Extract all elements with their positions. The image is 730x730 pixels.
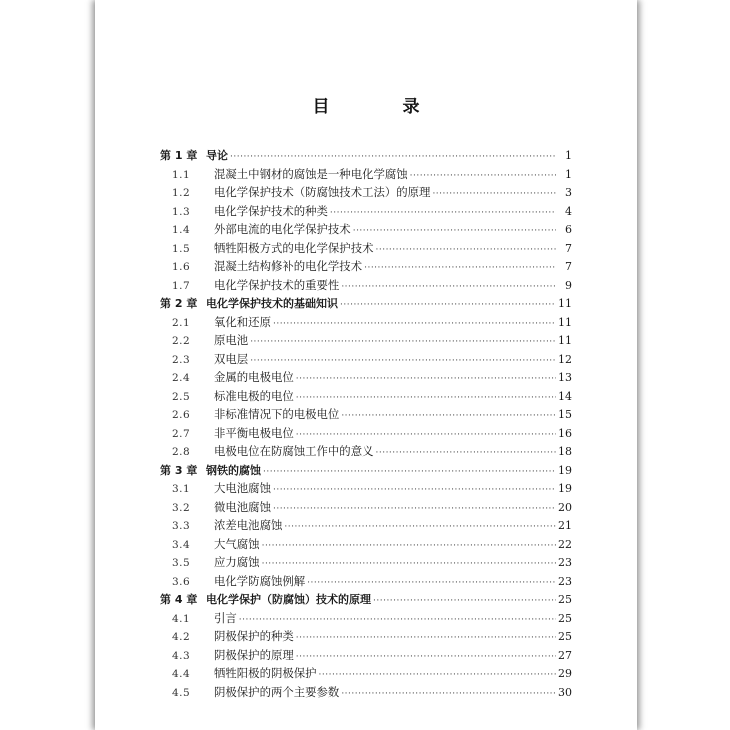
toc-entry-title: 电化学保护技术的重要性 — [214, 277, 340, 292]
toc-entry-title: 钢铁的腐蚀 — [206, 463, 261, 477]
toc-entry-title: 电化学保护技术的基础知识 — [206, 297, 338, 310]
toc-leader-dots — [273, 504, 556, 514]
toc-entry-title: 电极电位在防腐蚀工作中的意义 — [214, 444, 374, 458]
toc-entry-page: 27 — [558, 648, 572, 662]
toc-entry-page: 6 — [565, 223, 572, 236]
toc-leader-dots — [250, 337, 556, 347]
toc-entry-page: 21 — [558, 519, 572, 532]
toc-entry-page: 23 — [558, 556, 572, 569]
toc-entry-page: 11 — [558, 297, 572, 310]
toc-entry-number: 2.2 — [172, 335, 191, 347]
toc-section-entry — [160, 517, 572, 536]
toc-entry-title: 浓差电池腐蚀 — [214, 518, 283, 532]
toc-entry-number: 1.7 — [172, 279, 191, 292]
toc-entry-page: 19 — [558, 482, 572, 495]
toc-section-entry — [160, 480, 572, 499]
toc-entry-number: 1.2 — [172, 187, 191, 199]
toc-entry-page: 30 — [558, 685, 572, 699]
toc-leader-dots — [296, 633, 556, 643]
toc-section-entry — [160, 184, 572, 203]
toc-entry-number: 第 1 章 — [160, 149, 198, 162]
toc-entry-number: 2.5 — [172, 390, 191, 403]
toc-leader-dots — [284, 522, 556, 532]
toc-entry-title: 阴极保护的原理 — [214, 647, 294, 662]
toc-leader-dots — [273, 319, 556, 329]
toc-entry-number: 3.2 — [172, 501, 191, 514]
toc-entry-title: 外部电流的电化学保护技术 — [214, 222, 351, 236]
toc-leader-dots — [296, 374, 556, 384]
toc-entry-title: 金属的电极电位 — [214, 370, 294, 384]
toc-entry-page: 22 — [558, 537, 572, 551]
toc-entry-page: 1 — [565, 149, 572, 162]
toc-entry-page: 19 — [558, 463, 572, 477]
toc-entry-page: 20 — [558, 500, 572, 514]
toc-leader-dots — [296, 393, 556, 403]
toc-entry-number: 第 3 章 — [160, 463, 198, 477]
toc-entry-number: 4.4 — [172, 668, 191, 680]
toc-entry-page: 3 — [565, 186, 572, 199]
toc-entry-page: 11 — [558, 334, 572, 347]
toc-leader-dots — [239, 615, 556, 625]
toc-entry-title: 氧化和还原 — [214, 314, 271, 329]
toc-entry-title: 非平衡电极电位 — [214, 425, 294, 440]
toc-section-entry — [160, 647, 572, 666]
toc-section-entry — [160, 536, 572, 555]
toc-entry-number: 3.3 — [172, 520, 191, 532]
toc-entry-number: 2.8 — [172, 446, 191, 458]
toc-section-entry — [160, 573, 572, 592]
toc-entry-number: 1.1 — [172, 168, 191, 181]
toc-entry-title: 大电池腐蚀 — [214, 481, 271, 495]
toc-entry-number: 2.6 — [172, 409, 191, 421]
toc-leader-dots — [410, 171, 556, 181]
toc-entry-page: 9 — [565, 278, 572, 292]
toc-entry-page: 12 — [558, 352, 572, 366]
toc-section-entry — [160, 554, 572, 573]
toc-entry-number: 4.1 — [172, 612, 191, 625]
toc-leader-dots — [341, 411, 556, 421]
toc-leader-dots — [230, 152, 556, 162]
toc-chapter-entry — [160, 591, 572, 610]
page-title: 目 录 — [312, 97, 448, 117]
toc-entry-number: 3.4 — [172, 538, 191, 551]
toc-leader-dots — [432, 189, 556, 199]
toc-chapter-entry — [160, 147, 572, 166]
toc-entry-number: 2.4 — [172, 372, 191, 384]
toc-entry-page: 29 — [558, 667, 572, 680]
toc-leader-dots — [375, 245, 556, 255]
toc-entry-number: 2.1 — [172, 316, 191, 329]
toc-section-entry — [160, 277, 572, 296]
toc-entry-page: 18 — [558, 445, 572, 458]
toc-entry-title: 应力腐蚀 — [214, 555, 260, 569]
toc-entry-page: 11 — [558, 315, 572, 329]
table-of-contents — [160, 147, 572, 702]
toc-entry-page: 4 — [565, 204, 572, 218]
toc-entry-number: 2.3 — [172, 353, 191, 366]
toc-section-entry — [160, 406, 572, 425]
toc-entry-title: 牺牲阳极的阴极保护 — [214, 666, 317, 680]
toc-section-entry — [160, 684, 572, 703]
toc-entry-page: 25 — [558, 630, 572, 643]
toc-entry-title: 原电池 — [214, 333, 249, 347]
toc-entry-number: 3.1 — [172, 483, 191, 495]
toc-entry-page: 7 — [565, 241, 572, 255]
toc-leader-dots — [307, 578, 556, 588]
toc-entry-number: 1.4 — [172, 224, 191, 236]
toc-entry-number: 4.5 — [172, 686, 191, 699]
toc-entry-number: 3.5 — [172, 557, 191, 569]
toc-entry-number: 第 2 章 — [160, 297, 198, 310]
toc-entry-page: 14 — [558, 389, 572, 403]
toc-entry-title: 导论 — [206, 149, 228, 162]
toc-entry-title: 阴极保护的种类 — [214, 629, 294, 643]
toc-entry-number: 1.5 — [172, 242, 191, 255]
toc-entry-title: 标准电极的电位 — [214, 388, 294, 403]
toc-section-entry — [160, 221, 572, 240]
toc-entry-title: 电化学防腐蚀例解 — [214, 573, 306, 588]
toc-section-entry — [160, 203, 572, 222]
toc-entry-number: 2.7 — [172, 427, 191, 440]
toc-leader-dots — [296, 430, 556, 440]
book-page — [95, 0, 637, 730]
toc-entry-number: 1.3 — [172, 205, 191, 218]
toc-entry-number: 4.2 — [172, 631, 191, 643]
toc-section-entry — [160, 665, 572, 684]
toc-section-entry — [160, 332, 572, 351]
toc-entry-number: 第 4 章 — [160, 593, 198, 606]
toc-leader-dots — [364, 263, 556, 273]
toc-entry-page: 7 — [565, 260, 572, 273]
toc-entry-page: 25 — [558, 593, 572, 606]
toc-entry-page: 15 — [558, 408, 572, 421]
toc-entry-title: 引言 — [214, 610, 237, 625]
toc-entry-title: 电化学保护（防腐蚀）技术的原理 — [206, 593, 371, 606]
toc-entry-title: 阴极保护的两个主要参数 — [214, 684, 340, 699]
toc-entry-title: 大气腐蚀 — [214, 536, 260, 551]
toc-leader-dots — [341, 689, 556, 699]
toc-entry-page: 23 — [558, 574, 572, 588]
toc-section-entry — [160, 258, 572, 277]
toc-section-entry — [160, 443, 572, 462]
toc-section-entry — [160, 314, 572, 333]
toc-entry-title: 电化学保护技术（防腐蚀技术工法）的原理 — [214, 185, 431, 199]
toc-section-entry — [160, 610, 572, 629]
toc-leader-dots — [263, 467, 556, 477]
toc-entry-page: 16 — [558, 426, 572, 440]
toc-entry-title: 非标准情况下的电极电位 — [214, 407, 340, 421]
toc-leader-dots — [340, 300, 556, 310]
toc-entry-number: 4.3 — [172, 649, 191, 662]
toc-entry-title: 混凝土结构修补的电化学技术 — [214, 259, 363, 273]
toc-section-entry — [160, 369, 572, 388]
toc-leader-dots — [373, 596, 556, 606]
toc-section-entry — [160, 499, 572, 518]
toc-leader-dots — [375, 448, 556, 458]
toc-leader-dots — [330, 208, 556, 218]
toc-chapter-entry — [160, 462, 572, 481]
toc-entry-page: 25 — [558, 611, 572, 625]
toc-entry-title: 牺牲阳极方式的电化学保护技术 — [214, 240, 374, 255]
toc-section-entry — [160, 240, 572, 259]
toc-section-entry — [160, 166, 572, 185]
toc-entry-number: 3.6 — [172, 575, 191, 588]
toc-entry-number: 1.6 — [172, 261, 191, 273]
toc-entry-title: 混凝土中钢材的腐蚀是一种电化学腐蚀 — [214, 166, 408, 181]
toc-entry-page: 1 — [565, 167, 572, 181]
toc-section-entry — [160, 425, 572, 444]
toc-leader-dots — [296, 652, 556, 662]
toc-entry-title: 双电层 — [214, 351, 249, 366]
toc-leader-dots — [341, 282, 556, 292]
toc-entry-title: 电化学保护技术的种类 — [214, 203, 328, 218]
toc-chapter-entry — [160, 295, 572, 314]
toc-entry-title: 微电池腐蚀 — [214, 499, 271, 514]
toc-section-entry — [160, 351, 572, 370]
toc-leader-dots — [262, 559, 556, 569]
toc-leader-dots — [319, 670, 556, 680]
toc-leader-dots — [273, 485, 556, 495]
toc-entry-page: 13 — [558, 371, 572, 384]
toc-leader-dots — [353, 226, 556, 236]
toc-leader-dots — [262, 541, 556, 551]
toc-section-entry — [160, 628, 572, 647]
toc-leader-dots — [250, 356, 556, 366]
toc-section-entry — [160, 388, 572, 407]
